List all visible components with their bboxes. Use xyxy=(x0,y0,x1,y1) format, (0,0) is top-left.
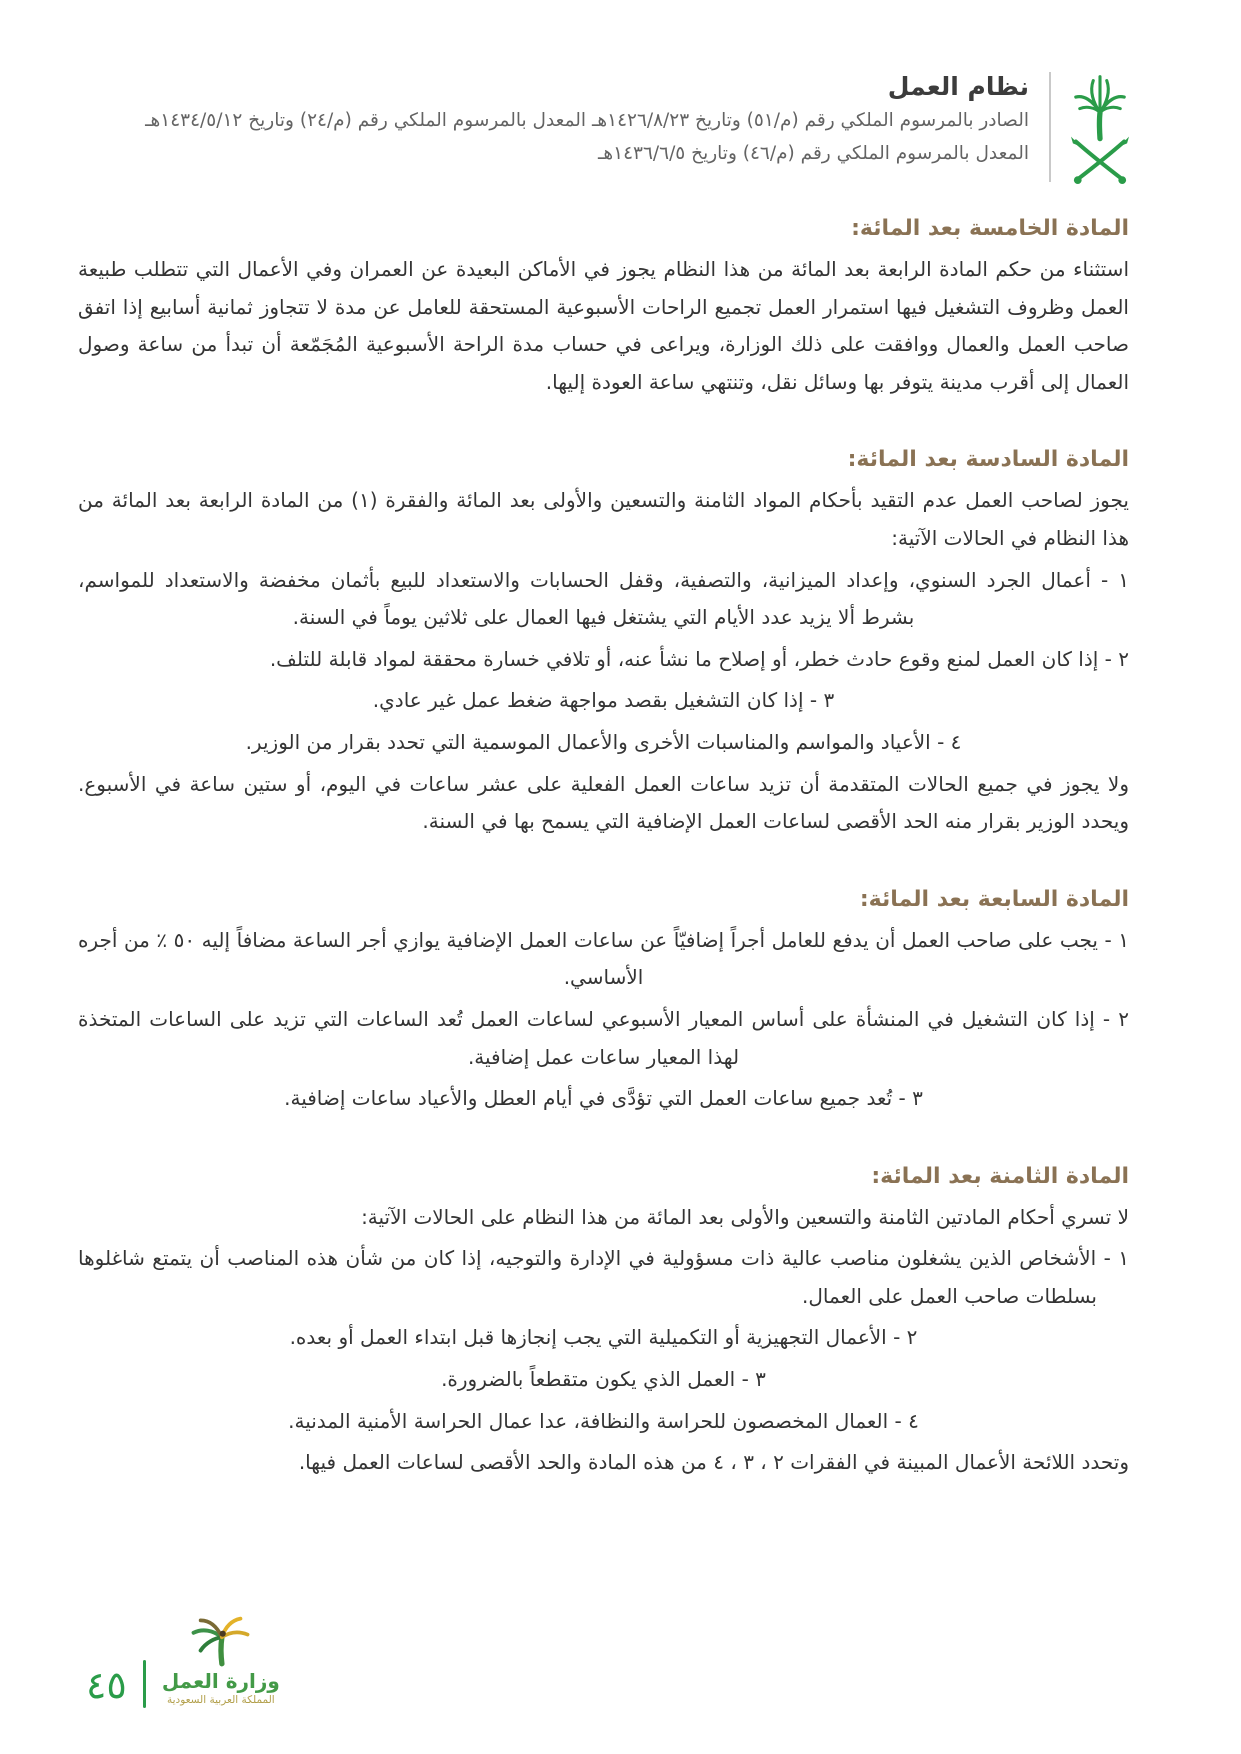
article-105-heading: المادة الخامسة بعد المائة: xyxy=(851,216,1129,241)
article-108-item-1: ١ - الأشخاص الذين يشغلون مناصب عالية ذات مسؤولية في الإدارة والتوجيه، إذا كان من شأن هذه المناصب أن يتمتع شاغلوها بسلطات صاحب العمل على العمال. xyxy=(78,1246,1129,1308)
document-subtitle-line2: المعدل بالمرسوم الملكي رقم (م/٤٦) وتاريخ ١٤٣٦/٦/٥هـ xyxy=(597,143,1029,165)
article-106-item-3: ٣ - إذا كان التشغيل بقصد مواجهة ضغط عمل غير عادي. xyxy=(372,688,835,713)
article-108-intro: لا تسري أحكام المادتين الثامنة والتسعين والأولى بعد المائة من هذا النظام على الحالات الآتية: xyxy=(361,1204,1129,1229)
saudi-emblem-icon xyxy=(1071,68,1129,186)
header-text-block xyxy=(145,68,1029,186)
ministry-country: المملكة العربية السعودية xyxy=(166,1694,275,1707)
page-header xyxy=(78,68,1129,186)
article-106-item-2: ٢ - إذا كان العمل لمنع وقوع حادث خطر، أو إصلاح ما نشأ عنه، أو تلافي خسارة محققة لمواد قابلة للتلف. xyxy=(269,646,1129,671)
article-108-item-2: ٢ - الأعمال التجهيزية أو التكميلية التي يجب إنجازها قبل ابتداء العمل أو بعده. xyxy=(289,1325,918,1350)
article-106-item-1: ١ - أعمال الجرد السنوي، وإعداد الميزانية، والتصفية، وقفل الحسابات والاستعداد للبيع بأثمان مخفضة والاستعداد للمواسم، بشرط ألا يزيد عدد الأيام التي يشتغل فيها العمال على ثلاثين يوماً في السنة. xyxy=(78,567,1129,630)
article-106-intro: يجوز لصاحب العمل عدم التقيد بأحكام المواد الثامنة والتسعين والأولى بعد المائة والفقرة (١) من المادة الرابعة بعد المائة من هذا النظام في الحالات الآتية: xyxy=(78,488,1129,550)
article-105-section xyxy=(78,216,1129,401)
article-107-item-3: ٣ - تُعد جميع ساعات العمل التي تؤدَّى في أيام العطل والأعياد ساعات إضافية. xyxy=(284,1086,923,1111)
document-title: نظام العمل xyxy=(887,72,1029,101)
article-108-item-3: ٣ - العمل الذي يكون متقطعاً بالضرورة. xyxy=(441,1367,766,1392)
article-106-heading: المادة السادسة بعد المائة: xyxy=(847,447,1129,473)
article-108-item-4: ٤ - العمال المخصصون للحراسة والنظافة، عدا عمال الحراسة الأمنية المدنية. xyxy=(288,1408,919,1433)
article-108-heading: المادة الثامنة بعد المائة: xyxy=(871,1163,1129,1189)
document-subtitle-line1: الصادر بالمرسوم الملكي رقم (م/٥١) وتاريخ ١٤٢٦/٨/٢٣هـ المعدل بالمرسوم الملكي رقم (م/٢٤) وتاريخ ١٤٣٤/٥/١٢هـ xyxy=(145,109,1029,131)
article-106-item-4: ٤ - الأعياد والمواسم والمناسبات الأخرى والأعمال الموسمية التي تحدد بقرار من الوزير. xyxy=(245,729,962,754)
article-106-section xyxy=(78,447,1129,840)
ministry-name: وزارة العمل xyxy=(161,1669,280,1694)
palm-and-swords-icon xyxy=(1071,68,1129,186)
article-107-item-2: ٢ - إذا كان التشغيل في المنشأة على أساس المعيار الأسبوعي لساعات العمل تُعد الساعات التي تزيد على الساعات المتخذة لهذا المعيار ساعات عمل إضافية. xyxy=(78,1006,1129,1069)
page-number-divider xyxy=(143,1660,146,1708)
article-106-closing: ولا يجوز في جميع الحالات المتقدمة أن تزيد ساعات العمل الفعلية على عشر ساعات في اليوم، أو ستين ساعة في الأسبوع. ويحدد الوزير بقرار منه الحد الأقصى لساعات العمل الإضافية التي يسمح بها في السنة. xyxy=(78,771,1129,834)
article-107-item-1: ١ - يجب على صاحب العمل أن يدفع للعامل أجراً إضافيّاً عن ساعات العمل الإضافية يوازي أجر الساعة مضافاً إليه ٥٠ ٪ من أجره الأساسي. xyxy=(78,927,1129,990)
ministry-palm-icon xyxy=(190,1611,252,1667)
page-footer xyxy=(86,1611,280,1708)
article-105-body: استثناء من حكم المادة الرابعة بعد المائة من هذا النظام يجوز في الأماكن البعيدة عن العمران وفي الأعمال التي تتطلب طبيعة العمل وظروف التشغيل فيها استمرار العمل تجميع الراحات الأسبوعية المستحقة للعامل عن مدة لا تتجاوز ثمانية أسابيع إذا اتفق صاحب العمل والعمال ووافقت على ذلك الوزارة، ويراعى في حساب مدة الراحة الأسبوعية المُجَمّعة أن تبدأ من ساعة وصول العمال إلى أقرب مدينة يتوفر بها وسائل نقل، وتنتهي ساعة العودة إليها. xyxy=(78,257,1129,394)
header-divider xyxy=(1049,72,1051,182)
article-108-section xyxy=(78,1164,1129,1482)
article-107-heading: المادة السابعة بعد المائة: xyxy=(859,886,1129,912)
page-number: ٤٥ xyxy=(86,1663,127,1708)
document-body xyxy=(78,216,1129,1482)
ministry-logo xyxy=(162,1611,280,1708)
article-107-section xyxy=(78,887,1129,1118)
article-108-closing: وتحدد اللائحة الأعمال المبينة في الفقرات ٢ ، ٣ ، ٤ من هذه المادة والحد الأقصى لساعات العمل فيها. xyxy=(298,1450,1129,1475)
